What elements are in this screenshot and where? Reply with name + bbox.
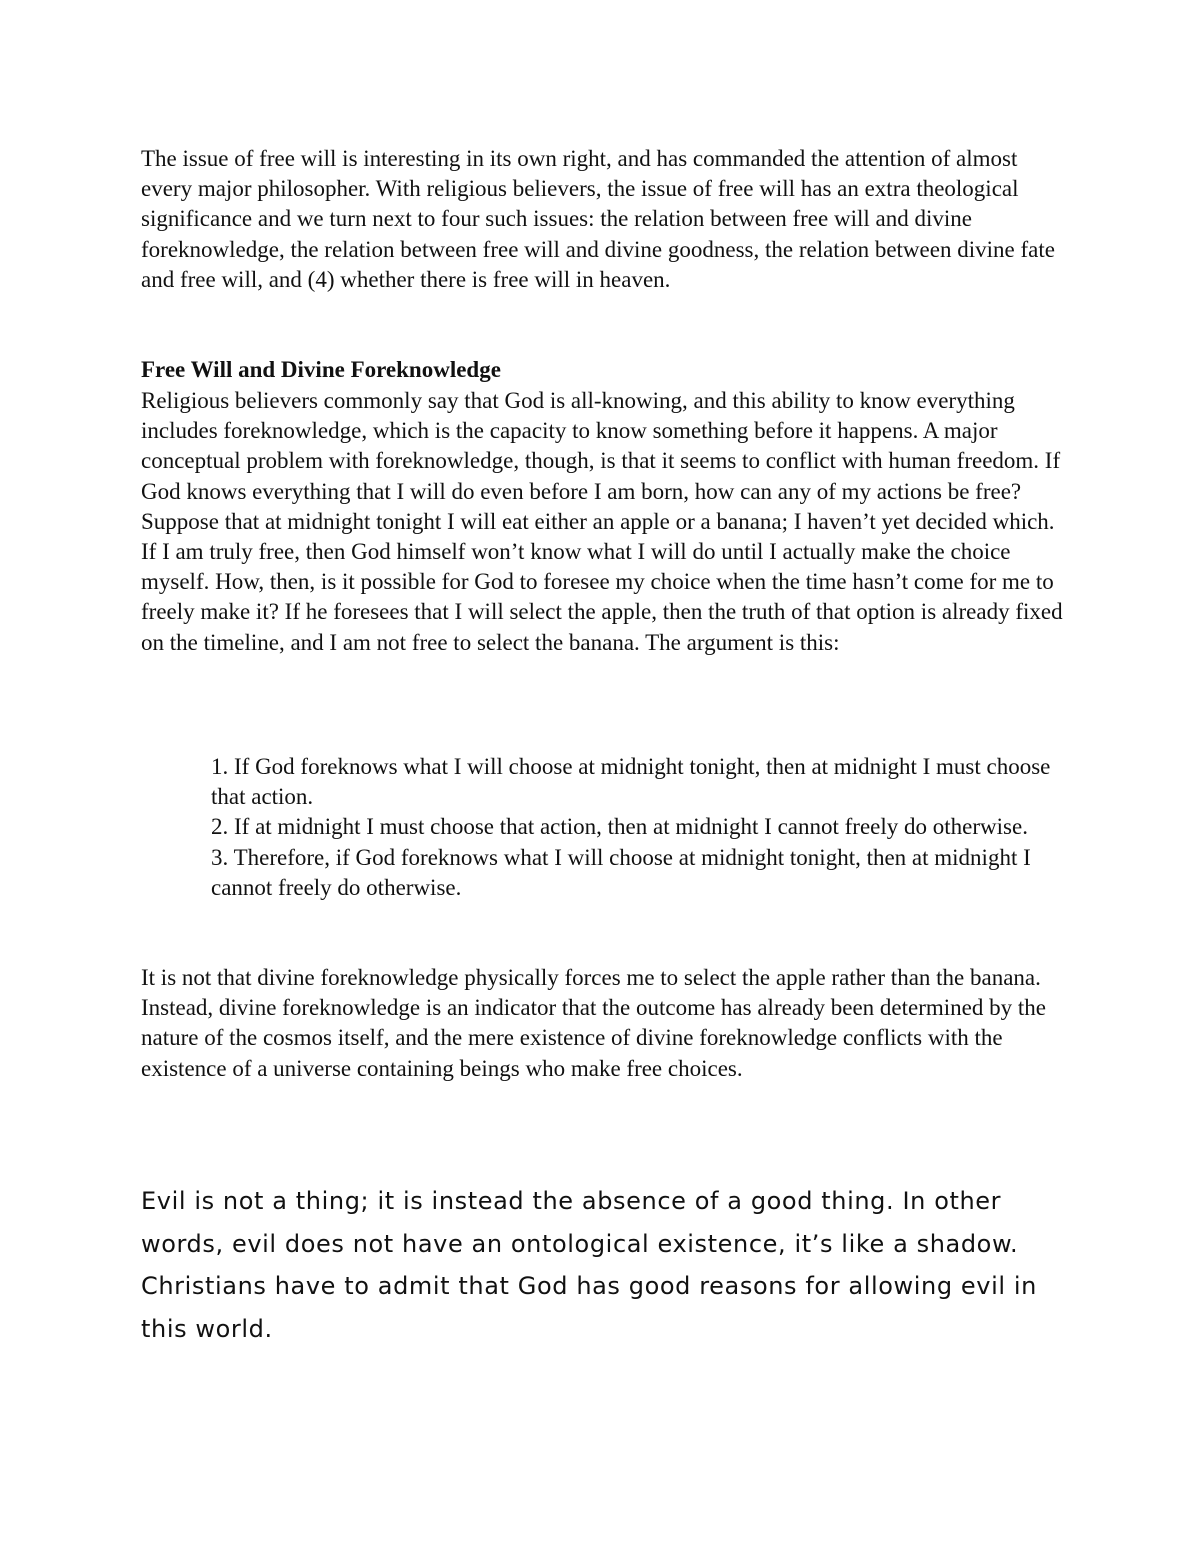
conclusion-paragraph: It is not that divine foreknowledge physically forces me to select the apple rather than the banana. Instead, divine foreknowledge is an indicator that the outcome has already been determined by the nature of the cosmos itself, and the mere existence of divine foreknowledge conflicts with the existence of a universe containing beings who make free choices.	[141, 965, 1046, 1081]
evil-note-paragraph: Evil is not a thing; it is instead the absence of a good thing. In other words, evil does not have an ontological existence, it’s like a shadow. Christians have to admit that God has good reasons for allowing evil in this world.	[141, 1187, 1037, 1343]
argument-list	[211, 752, 1071, 903]
argument-step-2: 2. If at midnight I must choose that action, then at midnight I cannot freely do otherwise.	[211, 814, 1028, 840]
argument-step-3: 3. Therefore, if God foreknows what I will choose at midnight tonight, then at midnight I cannot freely do otherwise.	[211, 844, 1031, 900]
intro-paragraph: The issue of free will is interesting in its own right, and has commanded the attention of almost every major philosopher. With religious believers, the issue of free will has an extra theological significance and we turn next to four such issues: the relation between free will and divine foreknowledge, the relation between free will and divine goodness, the relation between divine fate and free will, and (4) whether there is free will in heaven.	[141, 146, 1055, 292]
section-heading: Free Will and Divine Foreknowledge	[141, 357, 501, 382]
argument-step-1: 1. If God foreknows what I will choose at midnight tonight, then at midnight I must choose that action.	[211, 754, 1051, 810]
section-paragraph: Religious believers commonly say that God is all-knowing, and this ability to know everything includes foreknowledge, which is the capacity to know something before it happens. A major conceptual problem with foreknowledge, though, is that it seems to conflict with human freedom. If God knows everything that I will do even before I am born, how can any of my actions be free? Suppose that at midnight tonight I will eat either an apple or a banana; I haven’t yet decided which. If I am truly free, then God himself won’t know what I will do until I actually make the choice myself. How, then, is it possible for God to foresee my choice when the time hasn’t come for me to freely make it? If he foresees that I will select the apple, then the truth of that option is already fixed on the timeline, and I am not free to select the banana. The argument is this:	[141, 388, 1063, 655]
